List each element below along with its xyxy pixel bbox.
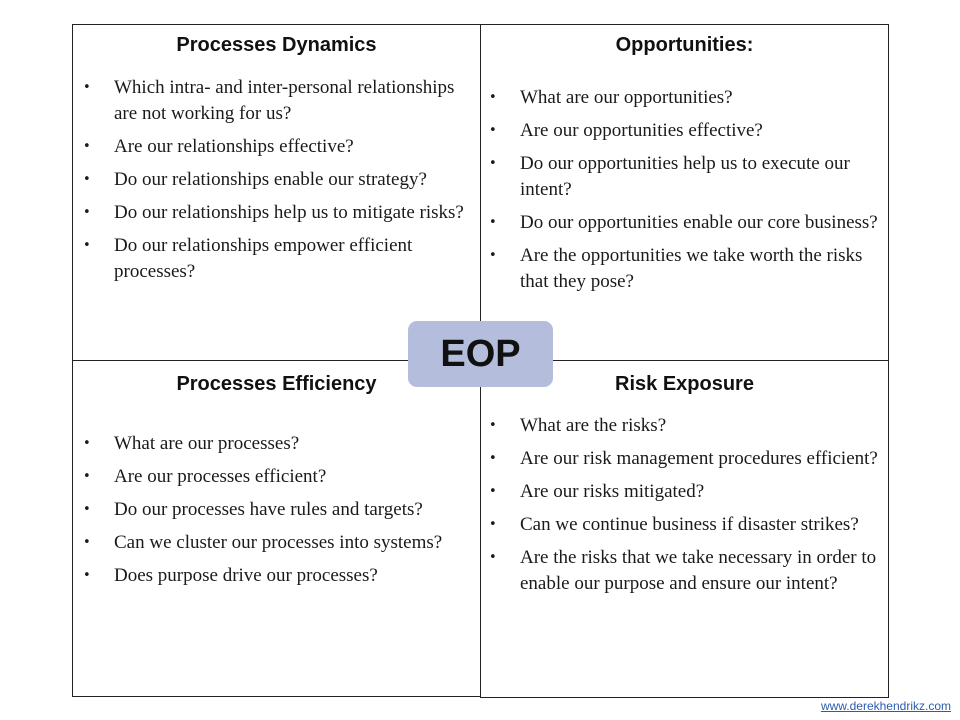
bullet-icon: •: [83, 205, 91, 220]
bullet-icon: •: [489, 156, 497, 171]
list-item: [489, 413, 881, 439]
bullet-icon: •: [83, 139, 91, 154]
question-list: [83, 431, 473, 596]
bullet-icon: •: [489, 550, 497, 565]
quadrant-processes-dynamics: [72, 24, 481, 361]
list-item-text: Are our relationships effective?: [114, 136, 354, 157]
list-item-text: Does purpose drive our processes?: [114, 565, 378, 586]
list-item: [83, 233, 473, 285]
quadrant-title: Processes Efficiency: [176, 373, 377, 395]
bullet-icon: •: [489, 248, 497, 263]
bullet-icon: •: [83, 436, 91, 451]
list-item-text: What are our processes?: [114, 433, 300, 454]
list-item-text: Are our processes efficient?: [114, 466, 327, 487]
list-item: [489, 85, 881, 111]
list-item: [83, 167, 473, 193]
list-item: [489, 446, 881, 472]
list-item-text: Are the opportunities we take worth the risks that they pose?: [520, 245, 863, 292]
bullet-icon: •: [83, 568, 91, 583]
list-item-text: Do our relationships help us to mitigate risks?: [114, 202, 464, 223]
list-item-text: What are the risks?: [520, 415, 667, 436]
bullet-icon: •: [83, 172, 91, 187]
quadrant-processes-efficiency: [72, 360, 481, 697]
bullet-icon: •: [489, 418, 497, 433]
list-item-text: Do our opportunities enable our core business?: [520, 212, 878, 233]
list-item-text: Do our opportunities help us to execute our intent?: [520, 153, 850, 200]
list-item: [489, 545, 881, 597]
bullet-icon: •: [489, 123, 497, 138]
list-item: [83, 75, 473, 127]
bullet-icon: •: [489, 484, 497, 499]
quadrant-risk-exposure: [480, 360, 889, 698]
question-list: [489, 413, 881, 604]
list-item: [489, 512, 881, 538]
list-item: [83, 530, 473, 556]
bullet-icon: •: [83, 469, 91, 484]
quadrant-title: Opportunities:: [615, 34, 754, 56]
quadrant-title: Risk Exposure: [615, 373, 754, 395]
bullet-icon: •: [83, 502, 91, 517]
list-item-text: Can we cluster our processes into systems?: [114, 532, 443, 553]
bullet-icon: •: [489, 215, 497, 230]
list-item: [83, 431, 473, 457]
bullet-icon: •: [489, 451, 497, 466]
list-item: [489, 479, 881, 505]
list-item-text: Are our risk management procedures efficient?: [520, 448, 878, 469]
list-item: [489, 210, 881, 236]
website-link[interactable]: www.derekhendrikz.com: [820, 699, 951, 713]
list-item-text: Which intra- and inter-personal relationships are not working for us?: [114, 77, 455, 124]
list-item-text: Do our relationships enable our strategy?: [114, 169, 427, 190]
list-item: [83, 200, 473, 226]
bullet-icon: •: [83, 80, 91, 95]
list-item: [83, 563, 473, 589]
list-item: [83, 134, 473, 160]
quadrant-opportunities: [480, 24, 889, 361]
list-item-text: Are the risks that we take necessary in order to enable our purpose and ensure our intent?: [520, 547, 877, 594]
eop-center-badge: EOP: [408, 321, 553, 387]
list-item: [83, 497, 473, 523]
list-item: [489, 243, 881, 295]
question-list: [489, 85, 881, 302]
question-list: [83, 75, 473, 292]
bullet-icon: •: [83, 535, 91, 550]
bullet-icon: •: [83, 238, 91, 253]
list-item: [489, 151, 881, 203]
quadrant-title: Processes Dynamics: [176, 34, 377, 56]
list-item-text: Do our processes have rules and targets?: [114, 499, 423, 520]
list-item-text: Are our risks mitigated?: [520, 481, 705, 502]
bullet-icon: •: [489, 517, 497, 532]
list-item: [489, 118, 881, 144]
list-item: [83, 464, 473, 490]
list-item-text: Are our opportunities effective?: [520, 120, 763, 141]
list-item-text: Do our relationships empower efficient processes?: [114, 235, 413, 282]
list-item-text: Can we continue business if disaster strikes?: [520, 514, 859, 535]
list-item-text: What are our opportunities?: [520, 87, 733, 108]
bullet-icon: •: [489, 90, 497, 105]
